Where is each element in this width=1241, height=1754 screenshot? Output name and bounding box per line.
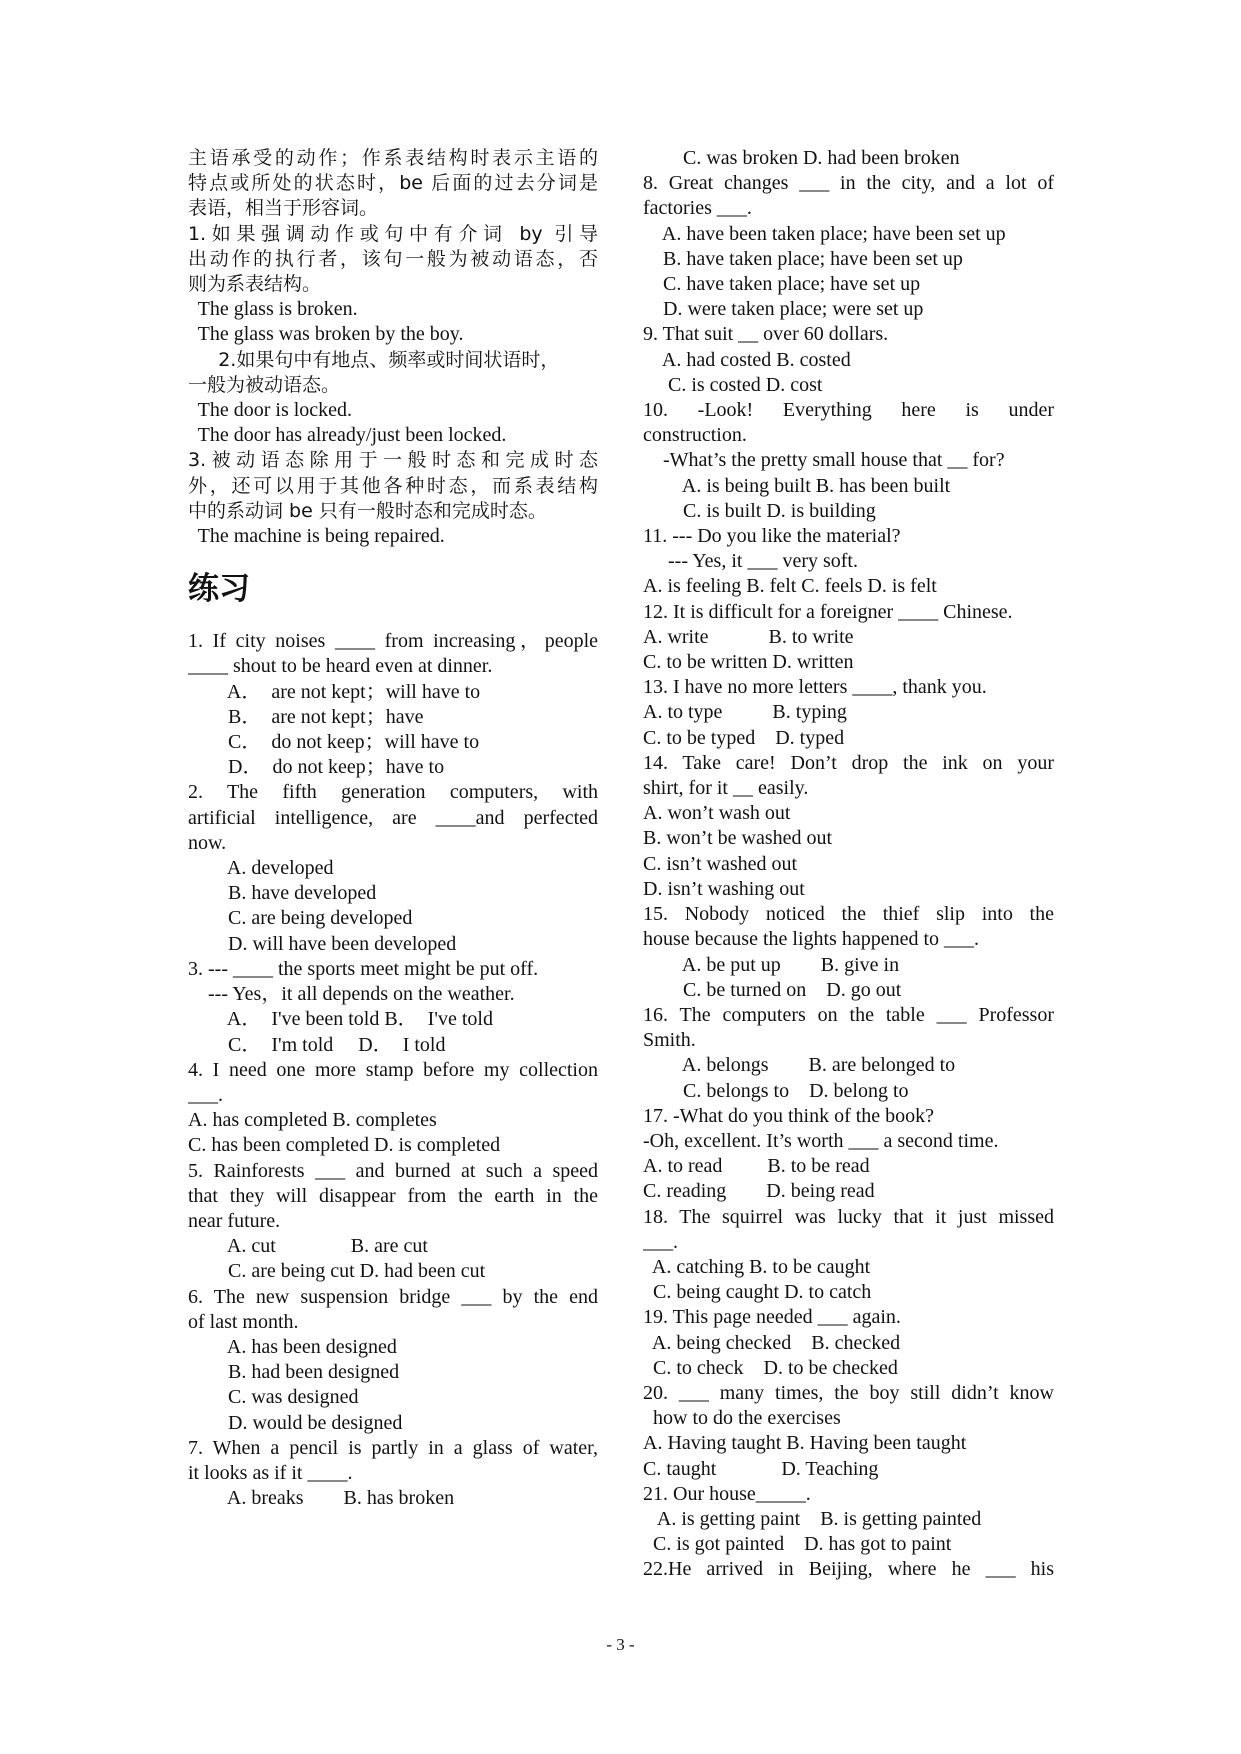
text-line: 21. Our house_____. <box>643 1482 811 1505</box>
text-line: 7. When a pencil is partly in a glass of water, <box>188 1436 598 1459</box>
text-line: 主语承受的动作；作系表结构时表示主语的 <box>188 147 598 169</box>
text-line: 中的系动词 be 只有一般时态和完成时态。 <box>188 499 547 522</box>
text-line: 5. Rainforests ___ and burned at such a speed <box>188 1159 598 1182</box>
exercise-list-right <box>643 146 1054 1583</box>
text-line: 3. --- ____ the sports meet might be put off. <box>188 957 539 980</box>
text-line: C. to be typed D. typed <box>643 726 845 749</box>
text-line: A. had costed B. costed <box>643 348 851 371</box>
text-line: B. have developed <box>188 882 377 905</box>
text-line: A. won’t wash out <box>643 802 791 825</box>
text-line: C. has been completed D. is completed <box>188 1134 501 1157</box>
text-line: D. were taken place; were set up <box>643 298 924 321</box>
text-line: A. being checked B. checked <box>643 1331 901 1354</box>
text-line: D. isn’t washing out <box>643 877 805 900</box>
text-line: 3.被动语态除用于一般时态和完成时态 <box>188 449 598 472</box>
text-line: 22.He arrived in Beijing, where he ___ his <box>643 1558 1054 1581</box>
text-line: C. was broken D. had been broken <box>643 147 960 169</box>
text-line: --- Yes，it all depends on the weather. <box>188 983 515 1006</box>
text-line: 16. The computers on the table ___ Professor <box>643 1003 1054 1026</box>
text-line: C. are being developed <box>188 907 413 930</box>
text-line: ___. <box>643 1230 678 1253</box>
text-line: 14. Take care! Don’t drop the ink on your <box>643 751 1054 774</box>
text-line: 20. ___ many times, the boy still didn’t know <box>643 1381 1054 1404</box>
text-line: The glass was broken by the boy. <box>188 323 464 346</box>
text-line: 8. Great changes ___ in the city, and a lot of <box>643 172 1054 195</box>
text-line: C. being caught D. to catch <box>643 1281 872 1304</box>
text-line: that they will disappear from the earth in the <box>188 1184 598 1207</box>
text-line: 2.如果句中有地点、频率或时间状语时， <box>188 348 560 371</box>
text-line: C. is built D. is building <box>643 499 876 522</box>
text-line: C. was designed <box>188 1386 359 1409</box>
text-line: C. be turned on D. go out <box>643 978 902 1001</box>
left-column <box>188 146 598 1511</box>
text-line: -What’s the pretty small house that __ for? <box>643 449 1005 472</box>
section-heading: 练习 <box>188 571 250 608</box>
text-line: A． are not kept；will have to <box>188 680 481 703</box>
text-line: B. have taken place; have been set up <box>643 247 963 270</box>
text-line: C. reading D. being read <box>643 1180 875 1203</box>
text-line: 外，还可以用于其他各种时态，而系表结构 <box>188 474 598 497</box>
text-line: 9. That suit __ over 60 dollars. <box>643 323 889 346</box>
text-line: 2. The fifth generation computers, with <box>188 781 598 804</box>
text-line: 4. I need one more stamp before my collection <box>188 1058 598 1081</box>
text-line: C. isn’t washed out <box>643 852 798 875</box>
text-line: near future. <box>188 1209 281 1232</box>
text-line: A. is feeling B. felt C. feels D. is felt <box>643 575 937 598</box>
text-line: A. has been designed <box>188 1335 397 1358</box>
text-line: --- Yes, it ___ very soft. <box>643 550 858 573</box>
text-line: C. to check D. to be checked <box>643 1356 898 1379</box>
text-line: The door is locked. <box>188 399 353 422</box>
text-line: construction. <box>643 424 747 447</box>
text-line: 11. --- Do you like the material? <box>643 525 901 548</box>
text-line: C. belongs to D. belong to <box>643 1079 909 1102</box>
text-line: D. will have been developed <box>188 932 457 955</box>
text-line: 特点或所处的状态时，be 后面的过去分词是 <box>188 172 598 195</box>
text-line: B. won’t be washed out <box>643 827 833 850</box>
explanation-text <box>188 146 598 549</box>
text-line: 1.如果强调动作或句中有介词 by 引导 <box>188 222 598 245</box>
text-line: 一般为被动语态。 <box>188 373 341 396</box>
text-line: C. are being cut D. had been cut <box>188 1260 486 1283</box>
text-line: A. be put up B. give in <box>643 953 900 976</box>
text-line: C. is costed D. cost <box>643 373 823 396</box>
text-line: A. cut B. are cut <box>188 1235 428 1258</box>
text-line: A. has completed B. completes <box>188 1109 437 1132</box>
text-line: The machine is being repaired. <box>188 525 445 548</box>
text-line: 1. If city noises ____ from increasing，people <box>188 630 598 653</box>
text-line: factories ___. <box>643 197 752 220</box>
text-line: artificial intelligence, are ____and perfected <box>188 806 598 829</box>
text-line: C． I'm told D． I told <box>188 1033 446 1056</box>
text-line: 表语，相当于形容词。 <box>188 197 379 220</box>
text-line: 13. I have no more letters ____, thank you. <box>643 676 987 699</box>
text-line: C. have taken place; have set up <box>643 273 921 296</box>
text-line: of last month. <box>188 1310 299 1333</box>
text-line: A. is getting paint B. is getting painted <box>643 1507 982 1530</box>
right-column <box>643 146 1054 1583</box>
text-line: house because the lights happened to ___. <box>643 928 980 951</box>
text-line: 则为系表结构。 <box>188 273 322 296</box>
text-line: A. breaks B. has broken <box>188 1487 455 1510</box>
text-line: shirt, for it __ easily. <box>643 777 809 800</box>
text-line: C． do not keep；will have to <box>188 731 480 754</box>
text-line: 19. This page needed ___ again. <box>643 1306 901 1329</box>
text-line: C. to be written D. written <box>643 651 854 674</box>
text-line: The door has already/just been locked. <box>188 424 507 447</box>
text-line: A. to read B. to be read <box>643 1155 870 1178</box>
text-line: C. taught D. Teaching <box>643 1457 879 1480</box>
text-line: -Oh, excellent. It’s worth ___ a second time. <box>643 1129 999 1152</box>
text-line: how to do the exercises <box>643 1407 841 1430</box>
text-line: A. to type B. typing <box>643 701 847 724</box>
text-line: A. belongs B. are belonged to <box>643 1054 956 1077</box>
text-line: 15. Nobody noticed the thief slip into the <box>643 903 1054 926</box>
text-line: Smith. <box>643 1029 696 1052</box>
text-line: 18. The squirrel was lucky that it just missed <box>643 1205 1054 1228</box>
text-line: ____ shout to be heard even at dinner. <box>188 655 493 678</box>
text-line: A. write B. to write <box>643 625 854 648</box>
exercise-list-left <box>188 629 598 1511</box>
text-line: D. would be designed <box>188 1411 403 1434</box>
text-line: The glass is broken. <box>188 298 358 321</box>
text-line: D． do not keep；have to <box>188 756 445 779</box>
text-line: A. developed <box>188 857 334 880</box>
text-line: 12. It is difficult for a foreigner ____ Chinese. <box>643 600 1013 623</box>
text-line: now. <box>188 831 227 854</box>
text-line: 17. -What do you think of the book? <box>643 1104 935 1127</box>
text-line: A. Having taught B. Having been taught <box>643 1432 967 1455</box>
text-line: B． are not kept；have <box>188 705 424 728</box>
text-line: A. have been taken place; have been set up <box>643 222 1006 245</box>
text-line: it looks as if it ____. <box>188 1461 353 1484</box>
text-line: A. catching B. to be caught <box>643 1255 871 1278</box>
page-number: - 3 - <box>606 1635 635 1654</box>
text-line: 6. The new suspension bridge ___ by the end <box>188 1285 598 1308</box>
text-line: 10. -Look! Everything here is under <box>643 399 1054 422</box>
text-line: A. is being built B. has been built <box>643 474 951 497</box>
text-line: ___. <box>188 1083 223 1106</box>
text-line: B. had been designed <box>188 1361 400 1384</box>
text-line: A． I've been told B． I've told <box>188 1008 493 1031</box>
text-line: C. is got painted D. has got to paint <box>643 1533 952 1556</box>
text-line: 出动作的执行者，该句一般为被动语态，否 <box>188 247 598 270</box>
